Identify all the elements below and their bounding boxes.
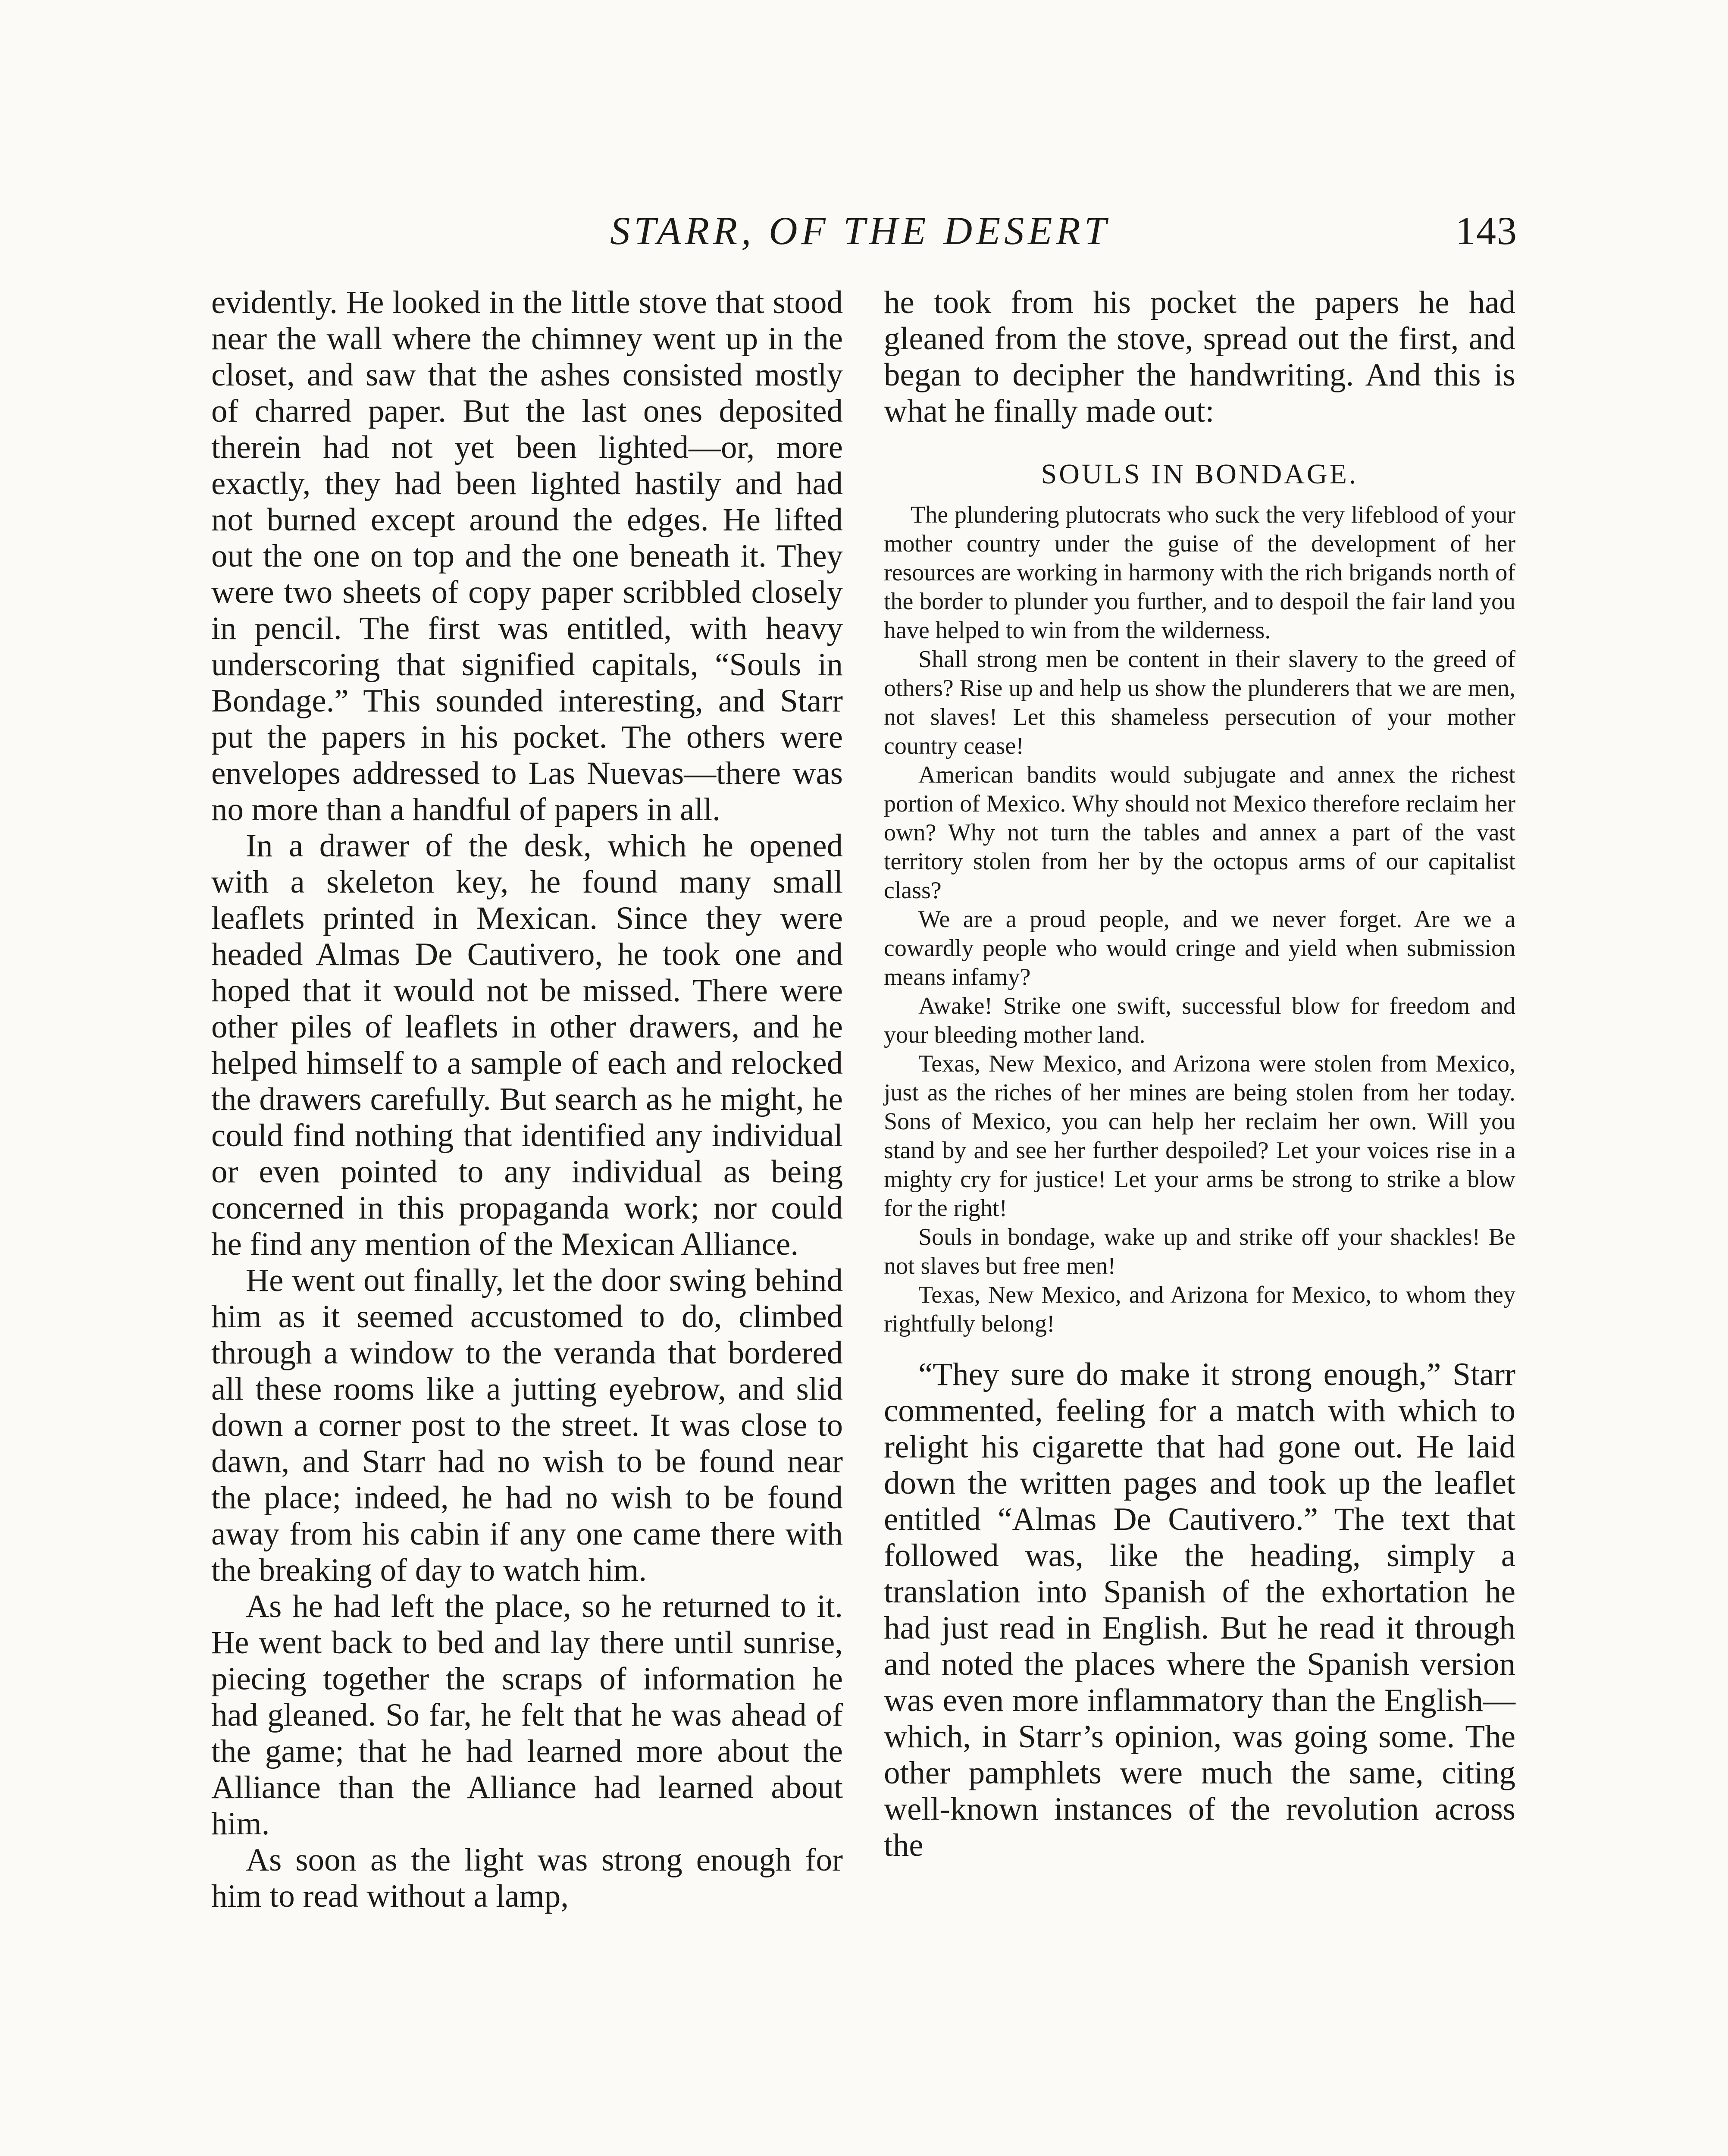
paragraph: “They sure do make it strong enough,” Starr commented, feeling for a match with which to relight his cigarette that had gone out. He laid down the written pages and took up the leaflet entitled “Almas De Cautivero.” The text that followed was, like the heading, simply a translation into Spanish of the exhortation he had just read in English. But he read it through and noted the places where the Spanish version was even more inflammatory than the English—which, in Starr’s opinion, was going some. The other pamphlets were much the same, citing well-known instances of the revolution across the bbox=[884, 1357, 1515, 1863]
paragraph: evidently. He looked in the little stove that stood near the wall where the chimney went up in the closet, and saw that the ashes consisted mostly of charred paper. But the last ones deposited therein had not yet been lighted—or, more exactly, they had been lighted hastily and had not burned except around the edges. He lifted out the one on top and the one beneath it. They were two sheets of copy paper scribbled closely in pencil. The first was entitled, with heavy underscoring that signified capitals, “Souls in Bondage.” This sounded interesting, and Starr put the papers in his pocket. The others were envelopes addressed to Las Nuevas—there was no more than a handful of papers in all. bbox=[211, 285, 843, 827]
paragraph: In a drawer of the desk, which he opened with a skeleton key, he found many small leaflets printed in Mexican. Since they were headed Almas De Cautivero, he took one and hoped that it would not be missed. There were other piles of leaflets in other drawers, and he helped himself to a sample of each and relocked the drawers carefully. But search as he might, he could find nothing that identified any individual or even pointed to any individual as being concerned in this propaganda work; nor could he find any mention of the Mexican Alliance. bbox=[211, 828, 843, 1262]
quote-paragraph: The plundering plutocrats who suck the very lifeblood of your mother country under the guise of the development of her resources are working in harmony with the rich brigands north of the border to plunder you further, and to despoil the fair land you have helped to win from the wilderness. bbox=[884, 501, 1515, 644]
quote-paragraph: Shall strong men be content in their slavery to the greed of others? Rise up and help us show the plunderers that we are men, not slaves! Let this shameless persecution of your mother country cease! bbox=[884, 646, 1515, 759]
page-number: 143 bbox=[1456, 209, 1518, 253]
paragraph: As soon as the light was strong enough for him to read without a lamp, bbox=[211, 1842, 843, 1914]
quote-paragraph: Awake! Strike one swift, successful blow for freedom and your bleeding mother land. bbox=[884, 993, 1515, 1048]
right-column bbox=[884, 285, 1515, 1864]
paragraph: he took from his pocket the papers he had gleaned from the stove, spread out the first, and began to decipher the handwriting. And this is what he finally made out: bbox=[884, 285, 1515, 429]
running-title: STARR, OF THE DESERT bbox=[610, 209, 1110, 253]
paragraph: As he had left the place, so he returned to it. He went back to bed and lay there until sunrise, piecing together the scraps of information he had gleaned. So far, he felt that he was ahead of the game; that he had learned more about the Alliance than the Alliance had learned about him. bbox=[211, 1589, 843, 1842]
quote-paragraph: American bandits would subjugate and annex the richest portion of Mexico. Why should not Mexico therefore reclaim her own? Why not turn the tables and annex a part of the vast territory stolen from her by the octopus arms of our capitalist class? bbox=[884, 761, 1515, 904]
left-column bbox=[211, 285, 843, 1915]
page-header bbox=[203, 203, 1518, 259]
quote-paragraph: Texas, New Mexico, and Arizona for Mexico, to whom they rightfully belong! bbox=[884, 1282, 1515, 1337]
quote-heading: SOULS IN BONDAGE. bbox=[1041, 458, 1359, 490]
quoted-manifesto bbox=[884, 460, 1515, 1338]
paragraph: He went out finally, let the door swing behind him as it seemed accustomed to do, climbed through a window to the veranda that bordered all these rooms like a jutting eyebrow, and slid down a corner post to the street. It was close to dawn, and Starr had no wish to be found near the place; indeed, he had no wish to be found away from his cabin if any one came there with the breaking of day to watch him. bbox=[211, 1263, 843, 1588]
quote-paragraph: We are a proud people, and we never forget. Are we a cowardly people who would cringe and yield when submission means infamy? bbox=[884, 906, 1515, 990]
quote-paragraph: Souls in bondage, wake up and strike off your shackles! Be not slaves but free men! bbox=[884, 1224, 1515, 1279]
quote-paragraph: Texas, New Mexico, and Arizona were stolen from Mexico, just as the riches of her mines are being stolen from her today. Sons of Mexico, you can help her reclaim her own. Will you stand by and see her further despoiled? Let your voices rise in a mighty cry for justice! Let your arms be strong to strike a blow for the right! bbox=[884, 1050, 1515, 1222]
